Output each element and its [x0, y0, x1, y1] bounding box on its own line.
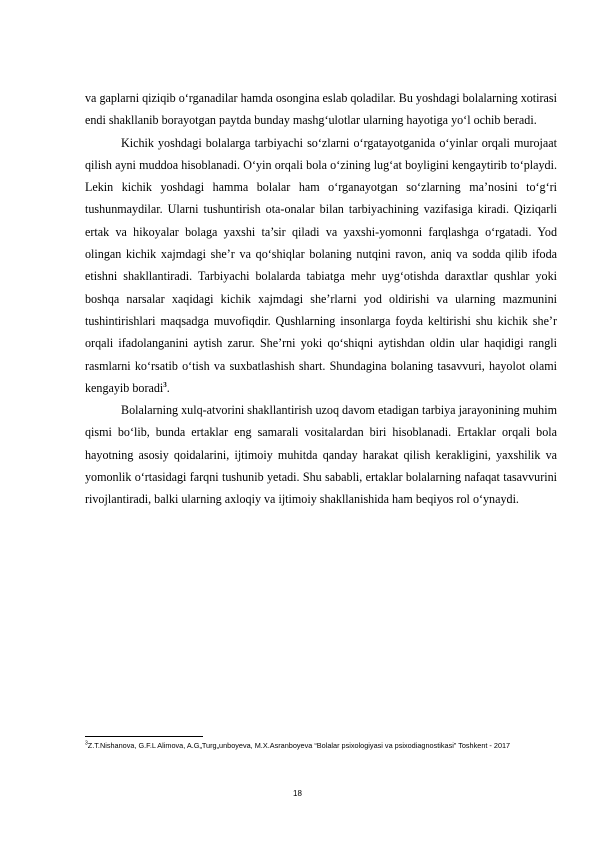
footnote [85, 740, 557, 751]
paragraph-fairy-tales: Bolalarning xulq-atvorini shakllantirish uzoq davom etadigan tarbiya jarayonining muhim qismi bo‘lib, bunda ertaklar eng samarali vositalardan biri hisoblanadi. Ertaklar orqali bola hayotning asosiy qoidalarini, ijtimoiy muhitda qanday harakat qilish kerakligini, yaxshilik va yomonlik o‘rtasidagi farqni tushunib yetadi. Shu sababli, ertaklar bolalarning nafaqat tasavvurini rivojlantiradi, balki ularning axloqiy va ijtimoiy shakllanishida ham beqiyos rol o‘ynaydi. [85, 403, 557, 507]
paragraph-continuation: va gaplarni qiziqib o‘rganadilar hamda osongina eslab qoladilar. Bu yoshdagi bolalarning xotirasi endi shakllanib borayotgan paytda bunday mashg‘ulotlar ularning hayotiga yo‘l ochib beradi. [85, 91, 557, 128]
page-body [85, 87, 557, 511]
paragraph-end-punctuation: . [166, 380, 170, 395]
page-number: 18 [293, 789, 302, 798]
footnote-reference[interactable]: 3 [163, 380, 167, 389]
footnote-separator [85, 736, 203, 737]
footnote-text: Z.T.Nishanova, G.F.L Alimova, A.G„Turg„unboyeva, M.X.Asranboyeva “Bolalar psixologiyasi va psixodiagnostikasi” Toshkent - 2017 [87, 741, 511, 750]
paragraph-poems-and-songs [85, 132, 557, 400]
paragraph-text: Kichik yoshdagi bolalarga tarbiyachi so‘zlarni o‘rgatayotganida o‘yinlar orqali murojaat qilish ayni muddoa hisoblanadi. O‘yin orqali bola o‘zining lug‘at boyligini kengaytirib to‘playdi. Lekin kichik yoshdagi hamma bolalar ham o‘rganayotgan so‘zlarning ma’nosini to‘g‘ri tushunmaydilar. Ularni tushuntirish ota-onalar bilan tarbiyachining vazifasiga kiradi. Qiziqarli ertak va hikoyalar bolaga yaxshi ta’sir qiladi va yaxshi-yomonni farqlashga o‘rgatadi. Yod olingan kichik xajmdagi she’r va qo‘shiqlar bolaning nutqini ravon, aniq va sodda qilib ifoda etishni shakllantiradi. Tarbiyachi bolalarda tabiatga mehr uyg‘otishda daraxtlar qushlar yoki boshqa narsalar xaqidagi kichik xajmdagi she’rlarni yod oldirishi va ularning mazmunini tushintirishlari maqsadga muvofiqdir. Qushlarning insonlarga foyda keltirishi shu kichik she’r orqali ifadolanganini aytish zarur. She’rni yoki qo‘shiqni aytishdan oldin ular haqidigi rangli rasmlarni ko‘rsatib o‘tish va suxbatlashish shart. Shundagina bolaning tasavvuri, hayolot olami kengayib boradi [85, 135, 557, 395]
footnote-marker: 3 [85, 740, 88, 747]
